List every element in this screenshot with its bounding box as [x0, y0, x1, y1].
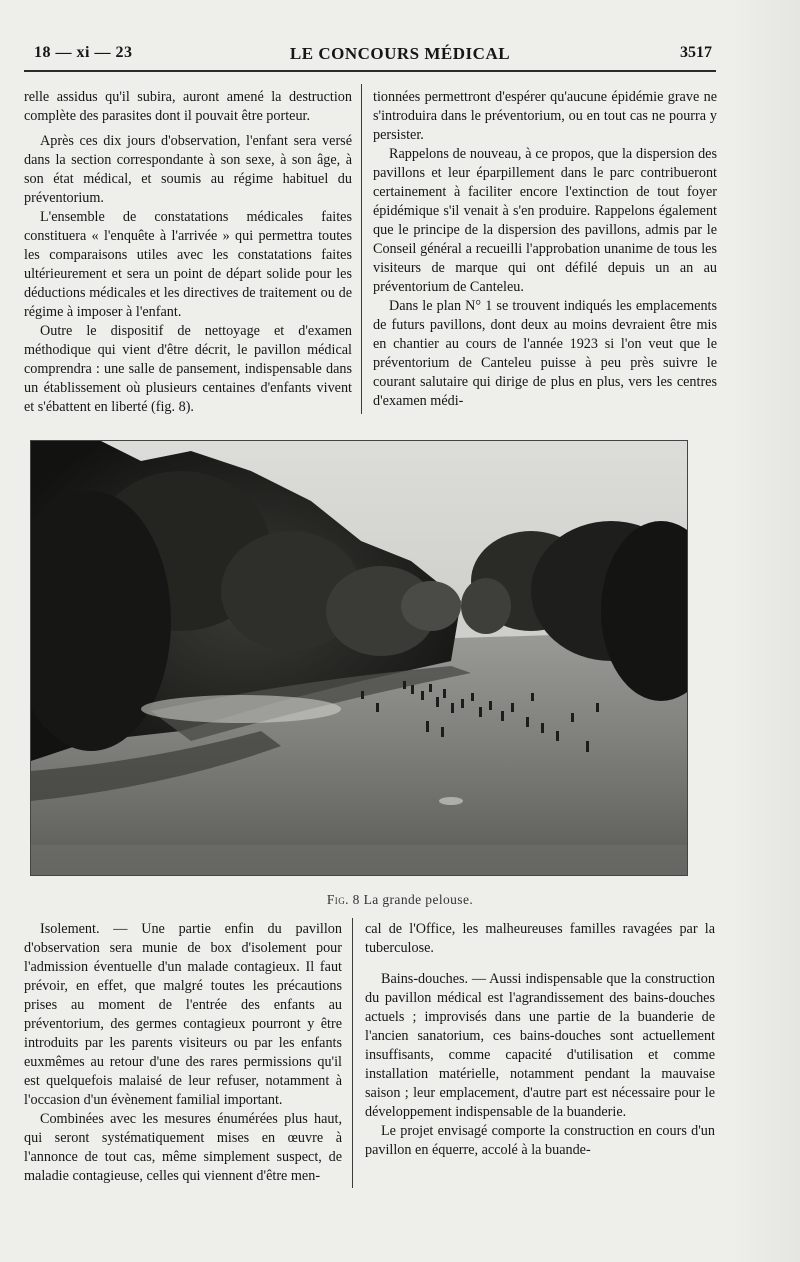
- paragraph: Après ces dix jours d'observation, l'enfant sera versé dans la section correspondante à son sexe, à son âge, à son état médical, et soumis au régime habituel du préventorium.: [24, 133, 352, 206]
- page-margin-shade: [730, 0, 800, 1262]
- figure-label: Fig. 8: [326, 892, 360, 907]
- paragraph: tionnées permettront d'espérer qu'aucune épidémie grave ne s'introduira dans le préventorium, ou en tout cas ne pourra y persister.: [373, 89, 717, 143]
- figure-caption: [0, 892, 800, 908]
- journal-title: LE CONCOURS MÉDICAL: [289, 44, 511, 63]
- page-number: 3517: [680, 44, 712, 61]
- paragraph: relle assidus qu'il subira, auront amené la destruction complète des parasites dont il pouvait être porteur.: [24, 89, 352, 124]
- issue-date: 18 — xi — 23: [34, 44, 133, 61]
- figure-caption-text: La grande pelouse.: [363, 892, 474, 907]
- header-rule: [24, 70, 716, 72]
- paragraph: Le projet envisagé comporte la construction en cours d'un pavillon en équerre, accolé à la buande-: [365, 1123, 715, 1158]
- paragraph: Combinées avec les mesures énumérées plus haut, qui seront systématiquement mises en œuvre à l'annonce de tout cas, même simplement suspect, de maladie contagieuse, celles qui viennent d'être men-: [24, 1111, 342, 1184]
- paragraph: Bains-douches. — Aussi indispensable que la construction du pavillon médical est l'agrandissement des bains-douches actuels ; improvisés dans une partie de la buanderie de l'ancien sanatorium, ces bains-douches sont actuellement insuffisants, comme capacité d'utilisation et comme installation matérielle, notamment pendant la mauvaise saison ; leur emplacement, d'autre part est nécessaire pour le développement indispensable de la buanderie.: [365, 971, 715, 1120]
- top-right-column: [373, 88, 717, 411]
- paragraph: cal de l'Office, les malheureuses familles ravagées par la tuberculose.: [365, 921, 715, 956]
- paragraph: Dans le plan N° 1 se trouvent indiqués les emplacements de futurs pavillons, dont deux au moins devraient être mis en chantier au cours de l'année 1923 si l'on veut que le préventorium de Canteleu puisse à peu près suivre le courant salutaire qui dirige de plus en plus, vers les centres d'examen médi-: [373, 298, 717, 409]
- paragraph: L'ensemble de constatations médicales faites constituera « l'enquête à l'arrivée » qui permettra toutes les comparaisons utiles avec les constatations faites ultérieurement et sera un point de départ solide pour les déductions médicales et les directives de traitement ou de régime à imposer à l'enfant.: [24, 209, 352, 320]
- paragraph: Outre le dispositif de nettoyage et d'examen méthodique qui vient d'être décrit, le pavillon médical comprendra : une salle de pansement, indispensable dans un établissement où plusieurs centaines d'enfants vivent et s'ébattent en liberté (fig. 8).: [24, 323, 352, 415]
- lawn-photograph: [30, 440, 688, 876]
- column-divider: [361, 84, 362, 414]
- paragraph: Rappelons de nouveau, à ce propos, que la dispersion des pavillons et leur éparpillement dans le parc contribueront certainement à faciliter encore l'extinction de tout foyer épidémique s'il venait à s'en produire. Rappelons également que le principe de la dispersion des pavillons, admis par le Conseil général a recueilli l'approbation unanime de tous les visiteurs de marque qui ont défilé depuis un an au préventorium de Canteleu.: [373, 146, 717, 295]
- bottom-left-column: [24, 920, 342, 1186]
- running-header: [0, 38, 800, 68]
- column-divider: [352, 918, 353, 1188]
- top-left-column: [24, 88, 352, 417]
- bottom-right-column: [365, 920, 715, 1160]
- paragraph: Isolement. — Une partie enfin du pavillon d'observation sera munie de box d'isolement pour l'admission éventuelle d'un malade contagieux. Il faut prévoir, en effet, que malgré toutes les précautions prises au moment de l'entrée des enfants au préventorium, des germes contagieux pourront y être introduits par les parents visiteurs ou par les enfants euxmêmes au retour d'une des rares permissions qu'il est quelquefois malaisé de leur refuser, notamment à l'occasion d'un évènement familial important.: [24, 921, 342, 1108]
